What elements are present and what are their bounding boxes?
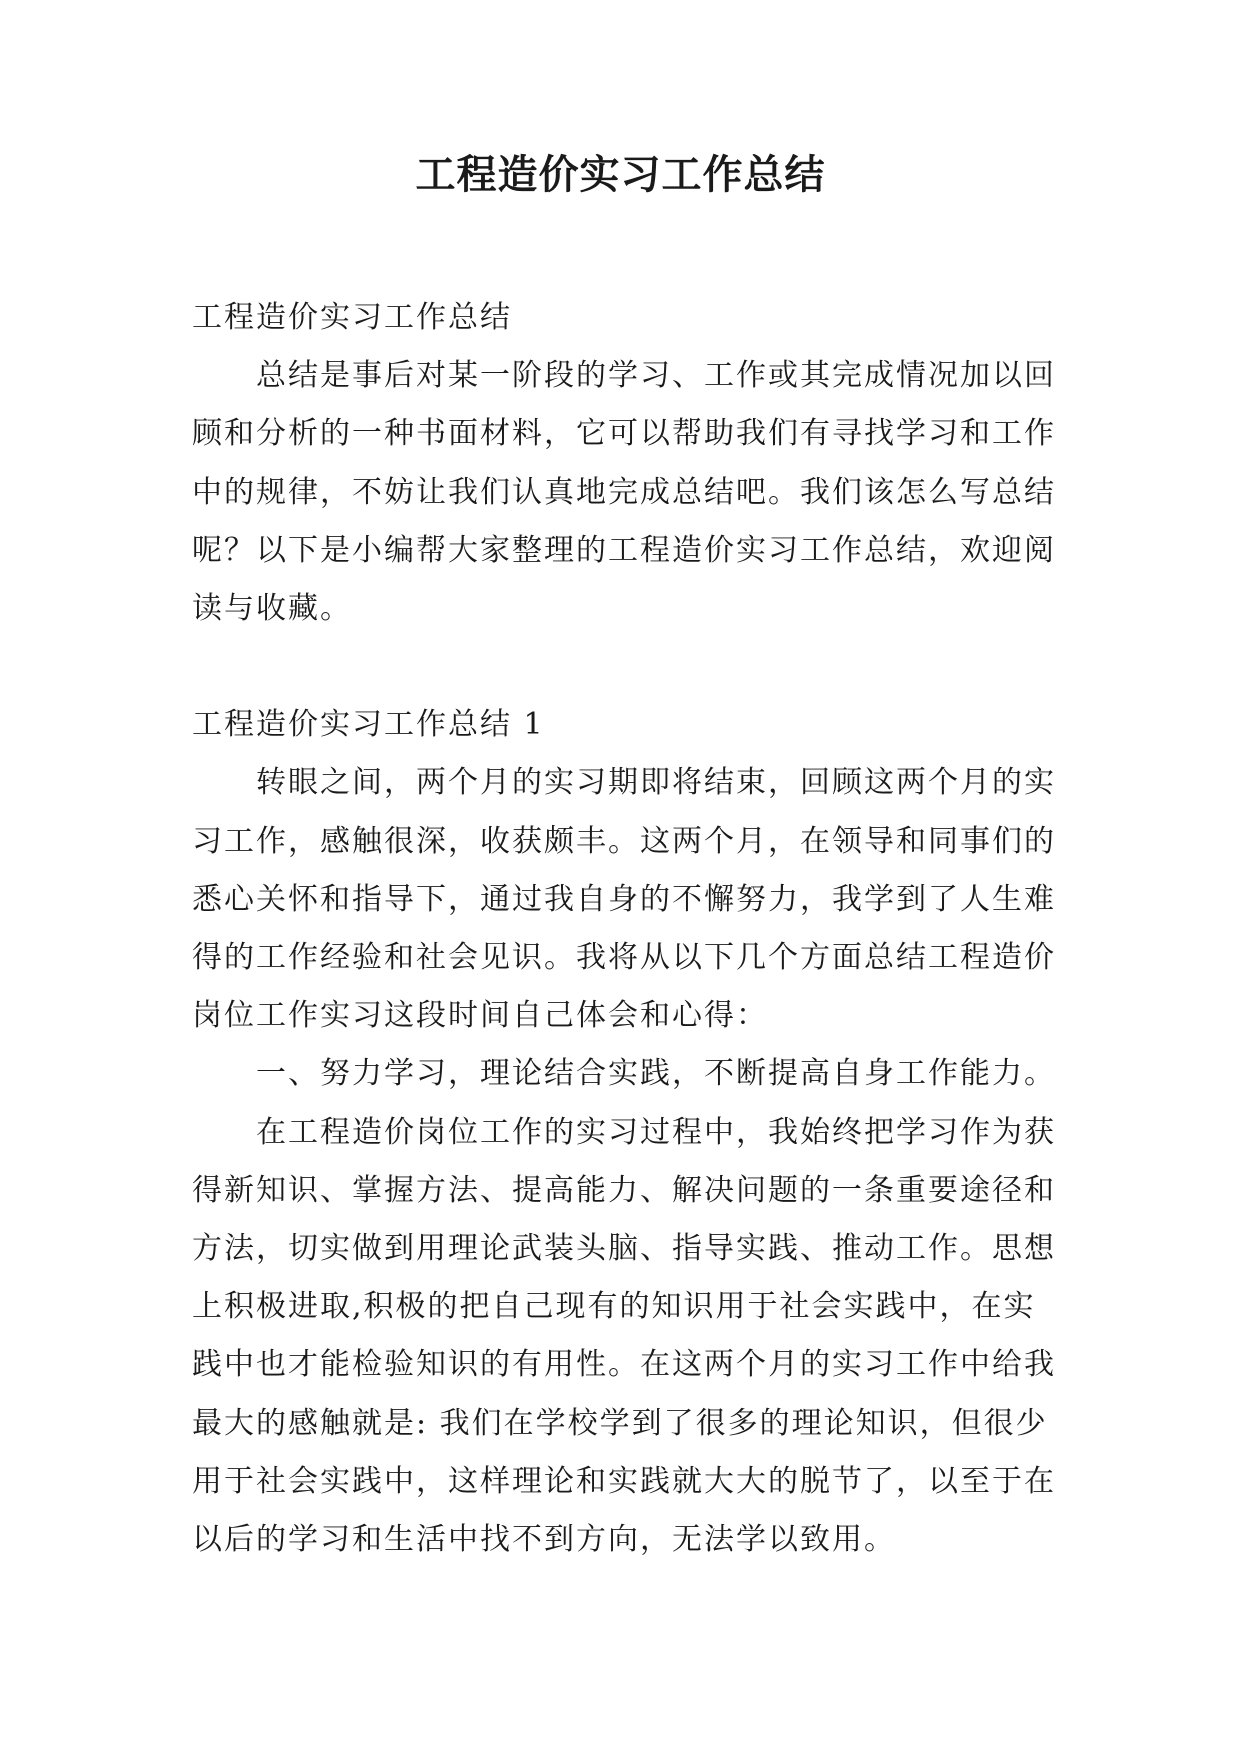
section1-paragraph1: 转眼之间，两个月的实习期即将结束，回顾这两个月的实习工作，感触很深，收获颇丰。这两个月，在领导和同事们的悉心关怀和指导下，通过我自身的不懈努力，我学到了人生难得的工作经验和社会见识。我将从以下几个方面总结工程造价岗位工作实习这段时间自己体会和心得： bbox=[192, 765, 1056, 1034]
section1-paragraph2: 在工程造价岗位工作的实习过程中，我始终把学习作为获得新知识、掌握方法、提高能力、解决问题的一条重要途径和方法，切实做到用理论武装头脑、指导实践、推动工作。思想上积极进取,积极的把自己现有的知识用于社会实践中，在实践中也才能检验知识的有用性。在这两个月的实习工作中给我最大的感触就是: 我们在学校学到了很多的理论知识，但很少用于社会实践中，这样理论和实践就大大的脱节了，以至于在以后的学习和生活中找不到方向，无法学以致用。 bbox=[192, 1114, 1056, 1558]
section1-point1: 一、努力学习，理论结合实践，不断提高自身工作能力。 bbox=[256, 1056, 1056, 1092]
document-title: 工程造价实习工作总结 bbox=[415, 152, 826, 198]
section-spacer bbox=[192, 638, 1062, 696]
intro-heading: 工程造价实习工作总结 bbox=[192, 300, 512, 335]
section1-heading: 工程造价实习工作总结 1 bbox=[192, 707, 545, 743]
document-body bbox=[192, 289, 1062, 1569]
intro-paragraph: 总结是事后对某一阶段的学习、工作或其完成情况加以回顾和分析的一种书面材料，它可以帮助我们有寻找学习和工作中的规律，不妨让我们认真地完成总结吧。我们该怎么写总结呢？以下是小编帮大家整理的工程造价实习工作总结，欢迎阅读与收藏。 bbox=[192, 358, 1056, 627]
